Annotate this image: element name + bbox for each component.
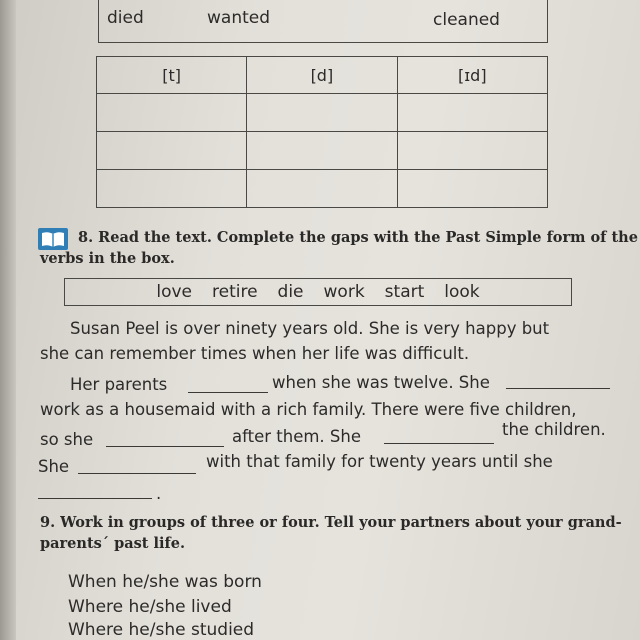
verb: work: [323, 282, 365, 302]
header-id: [ɪd]: [397, 57, 547, 94]
header-t: [t]: [97, 57, 247, 94]
sound-table: [96, 56, 548, 208]
list-item: Where he/she lived: [68, 597, 232, 617]
answer-gap-3[interactable]: [106, 446, 224, 447]
text-segment: so she: [40, 430, 94, 449]
answer-gap-6[interactable]: [38, 498, 152, 499]
table-cell[interactable]: [247, 94, 397, 132]
table-cell[interactable]: [397, 132, 547, 170]
answer-gap-5[interactable]: [78, 473, 196, 474]
header-d: [d]: [247, 57, 397, 94]
text-line: Susan Peel is over ninety years old. She is very happy but: [70, 319, 550, 338]
table-cell[interactable]: [97, 132, 247, 170]
answer-gap-2[interactable]: [506, 388, 610, 389]
exercise8-title: 8. Read the text. Complete the gaps with the Past Simple form of the: [78, 229, 638, 246]
verb: retire: [212, 282, 258, 302]
table-header-row: [97, 57, 548, 94]
list-item: When he/she was born: [68, 572, 262, 592]
book-spine: [0, 0, 16, 640]
text-segment: the children.: [502, 420, 606, 439]
open-book-icon: [38, 228, 68, 250]
verb: die: [277, 282, 304, 302]
table-cell[interactable]: [397, 170, 547, 208]
word: wanted: [207, 8, 271, 28]
text-segment: She: [38, 457, 70, 476]
word: cleaned: [433, 10, 500, 30]
verb: love: [156, 282, 192, 302]
table-row: [97, 132, 548, 170]
table-cell[interactable]: [247, 170, 397, 208]
word: died: [107, 8, 144, 28]
text-segment: Her parents: [70, 375, 168, 394]
verb-box: [64, 278, 572, 306]
text-segment: after them. She: [232, 427, 362, 446]
text-segment: when she was twelve. She: [272, 373, 490, 392]
table-row: [97, 170, 548, 208]
table-cell[interactable]: [97, 94, 247, 132]
text-segment: .: [156, 484, 162, 503]
table-cell[interactable]: [397, 94, 547, 132]
list-item: Where he/she studied: [68, 620, 255, 640]
exercise9-title-cont: parents´ past life.: [40, 535, 186, 552]
exercise8-title-cont: verbs in the box.: [40, 250, 175, 267]
text-segment: with that family for twenty years until she: [206, 452, 553, 471]
table-cell[interactable]: [97, 170, 247, 208]
text-line: she can remember times when her life was difficult.: [40, 344, 470, 363]
table-cell[interactable]: [247, 132, 397, 170]
table-row: [97, 94, 548, 132]
exercise9-title: 9. Work in groups of three or four. Tell your partners about your grand-: [40, 514, 622, 531]
answer-gap-4[interactable]: [384, 443, 494, 444]
answer-gap-1[interactable]: [188, 392, 268, 393]
text-line: work as a housemaid with a rich family. There were five children,: [40, 400, 577, 419]
verb: start: [384, 282, 425, 302]
verb: look: [444, 282, 480, 302]
word-box-top: [98, 0, 548, 43]
